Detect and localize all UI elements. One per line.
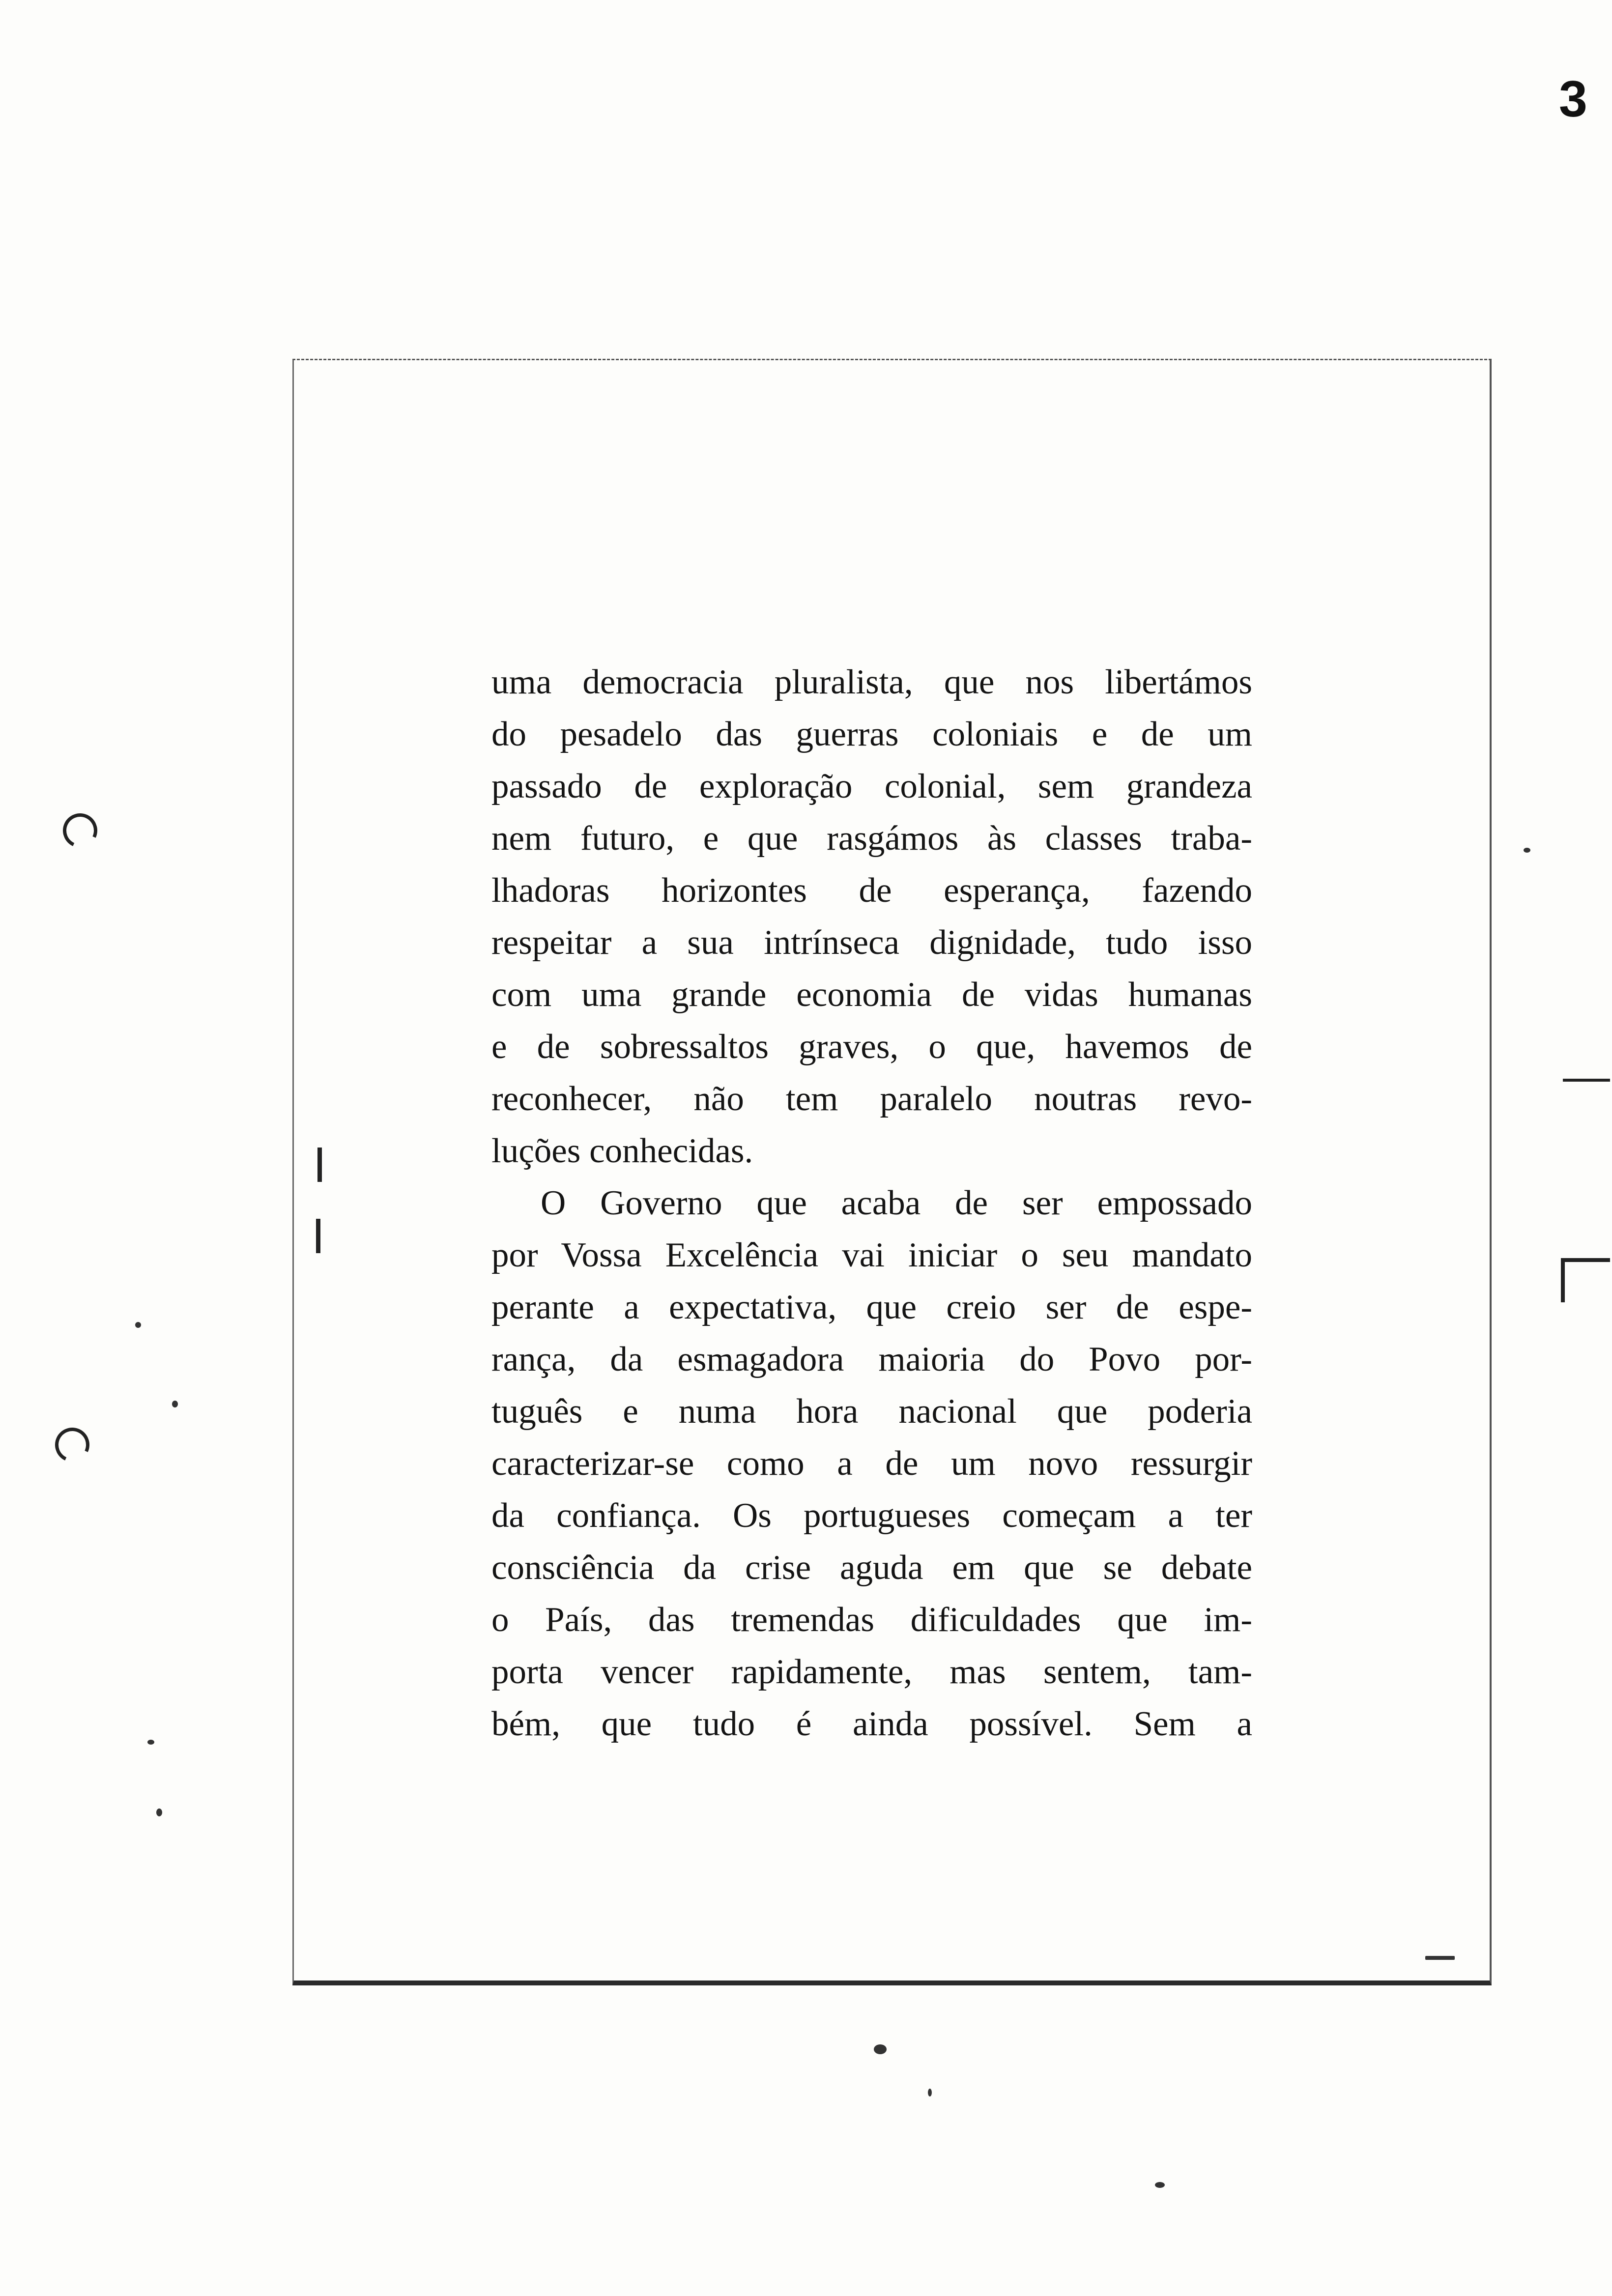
text-line: nem futuro, e que rasgámos às classes traba-: [491, 819, 1252, 858]
text-line: por Vossa Excelência vai iniciar o seu mandato: [491, 1236, 1252, 1274]
edge-mark-right: [1563, 1079, 1610, 1082]
ink-mark-lower: [316, 1219, 320, 1253]
speck: [1155, 2182, 1165, 2188]
text-line: o País, das tremendas dificuldades que im-: [491, 1601, 1252, 1639]
clip-mark-right-stem: [1561, 1258, 1565, 1302]
text-line: reconhecer, não tem paralelo noutras revo-: [491, 1080, 1252, 1118]
clip-mark-right: [1561, 1258, 1610, 1262]
punch-hole-mark-upper: [58, 808, 102, 853]
text-line: lhadoras horizontes de esperança, fazendo: [491, 871, 1252, 910]
text-line: respeitar a sua intrínseca dignidade, tudo isso: [491, 923, 1252, 962]
speck: [135, 1322, 141, 1328]
text-line: bém, que tudo é ainda possível. Sem a: [491, 1705, 1252, 1743]
speck: [156, 1808, 162, 1816]
punch-hole-mark-lower: [50, 1423, 94, 1467]
text-line: rança, da esmagadora maioria do Povo por-: [491, 1340, 1252, 1378]
text-line: e de sobressaltos graves, o que, havemos de: [491, 1028, 1252, 1066]
paragraph-1: [491, 656, 1252, 1177]
text-line: passado de exploração colonial, sem grandeza: [491, 767, 1252, 805]
speck: [172, 1401, 178, 1407]
text-line: com uma grande economia de vidas humanas: [491, 976, 1252, 1014]
text-line: do pesadelo das guerras coloniais e de um: [491, 715, 1252, 753]
text-line: luções conhecidas.: [491, 1132, 753, 1170]
text-line: porta vencer rapidamente, mas sentem, tam-: [491, 1653, 1252, 1691]
speck: [147, 1740, 154, 1745]
speck: [928, 2089, 932, 2096]
text-line: perante a expectativa, que creio ser de espe-: [491, 1288, 1252, 1326]
speck: [874, 2044, 887, 2054]
text-line: consciência da crise aguda em que se debate: [491, 1549, 1252, 1587]
text-line: da confiança. Os portugueses começam a ter: [491, 1496, 1252, 1535]
edge-mark-bottom-right: [1425, 1956, 1455, 1960]
speck: [1524, 848, 1530, 853]
text-line: caracterizar-se como a de um novo ressurgir: [491, 1444, 1252, 1483]
body-text: [491, 656, 1252, 1750]
page-number: 3: [1559, 71, 1587, 128]
text-line: O Governo que acaba de ser empossado: [541, 1184, 1252, 1222]
text-line: tuguês e numa hora nacional que poderia: [491, 1392, 1252, 1431]
text-line: uma democracia pluralista, que nos libertámos: [491, 663, 1252, 701]
ink-mark-upper: [317, 1148, 322, 1182]
paragraph-2: [491, 1177, 1252, 1750]
